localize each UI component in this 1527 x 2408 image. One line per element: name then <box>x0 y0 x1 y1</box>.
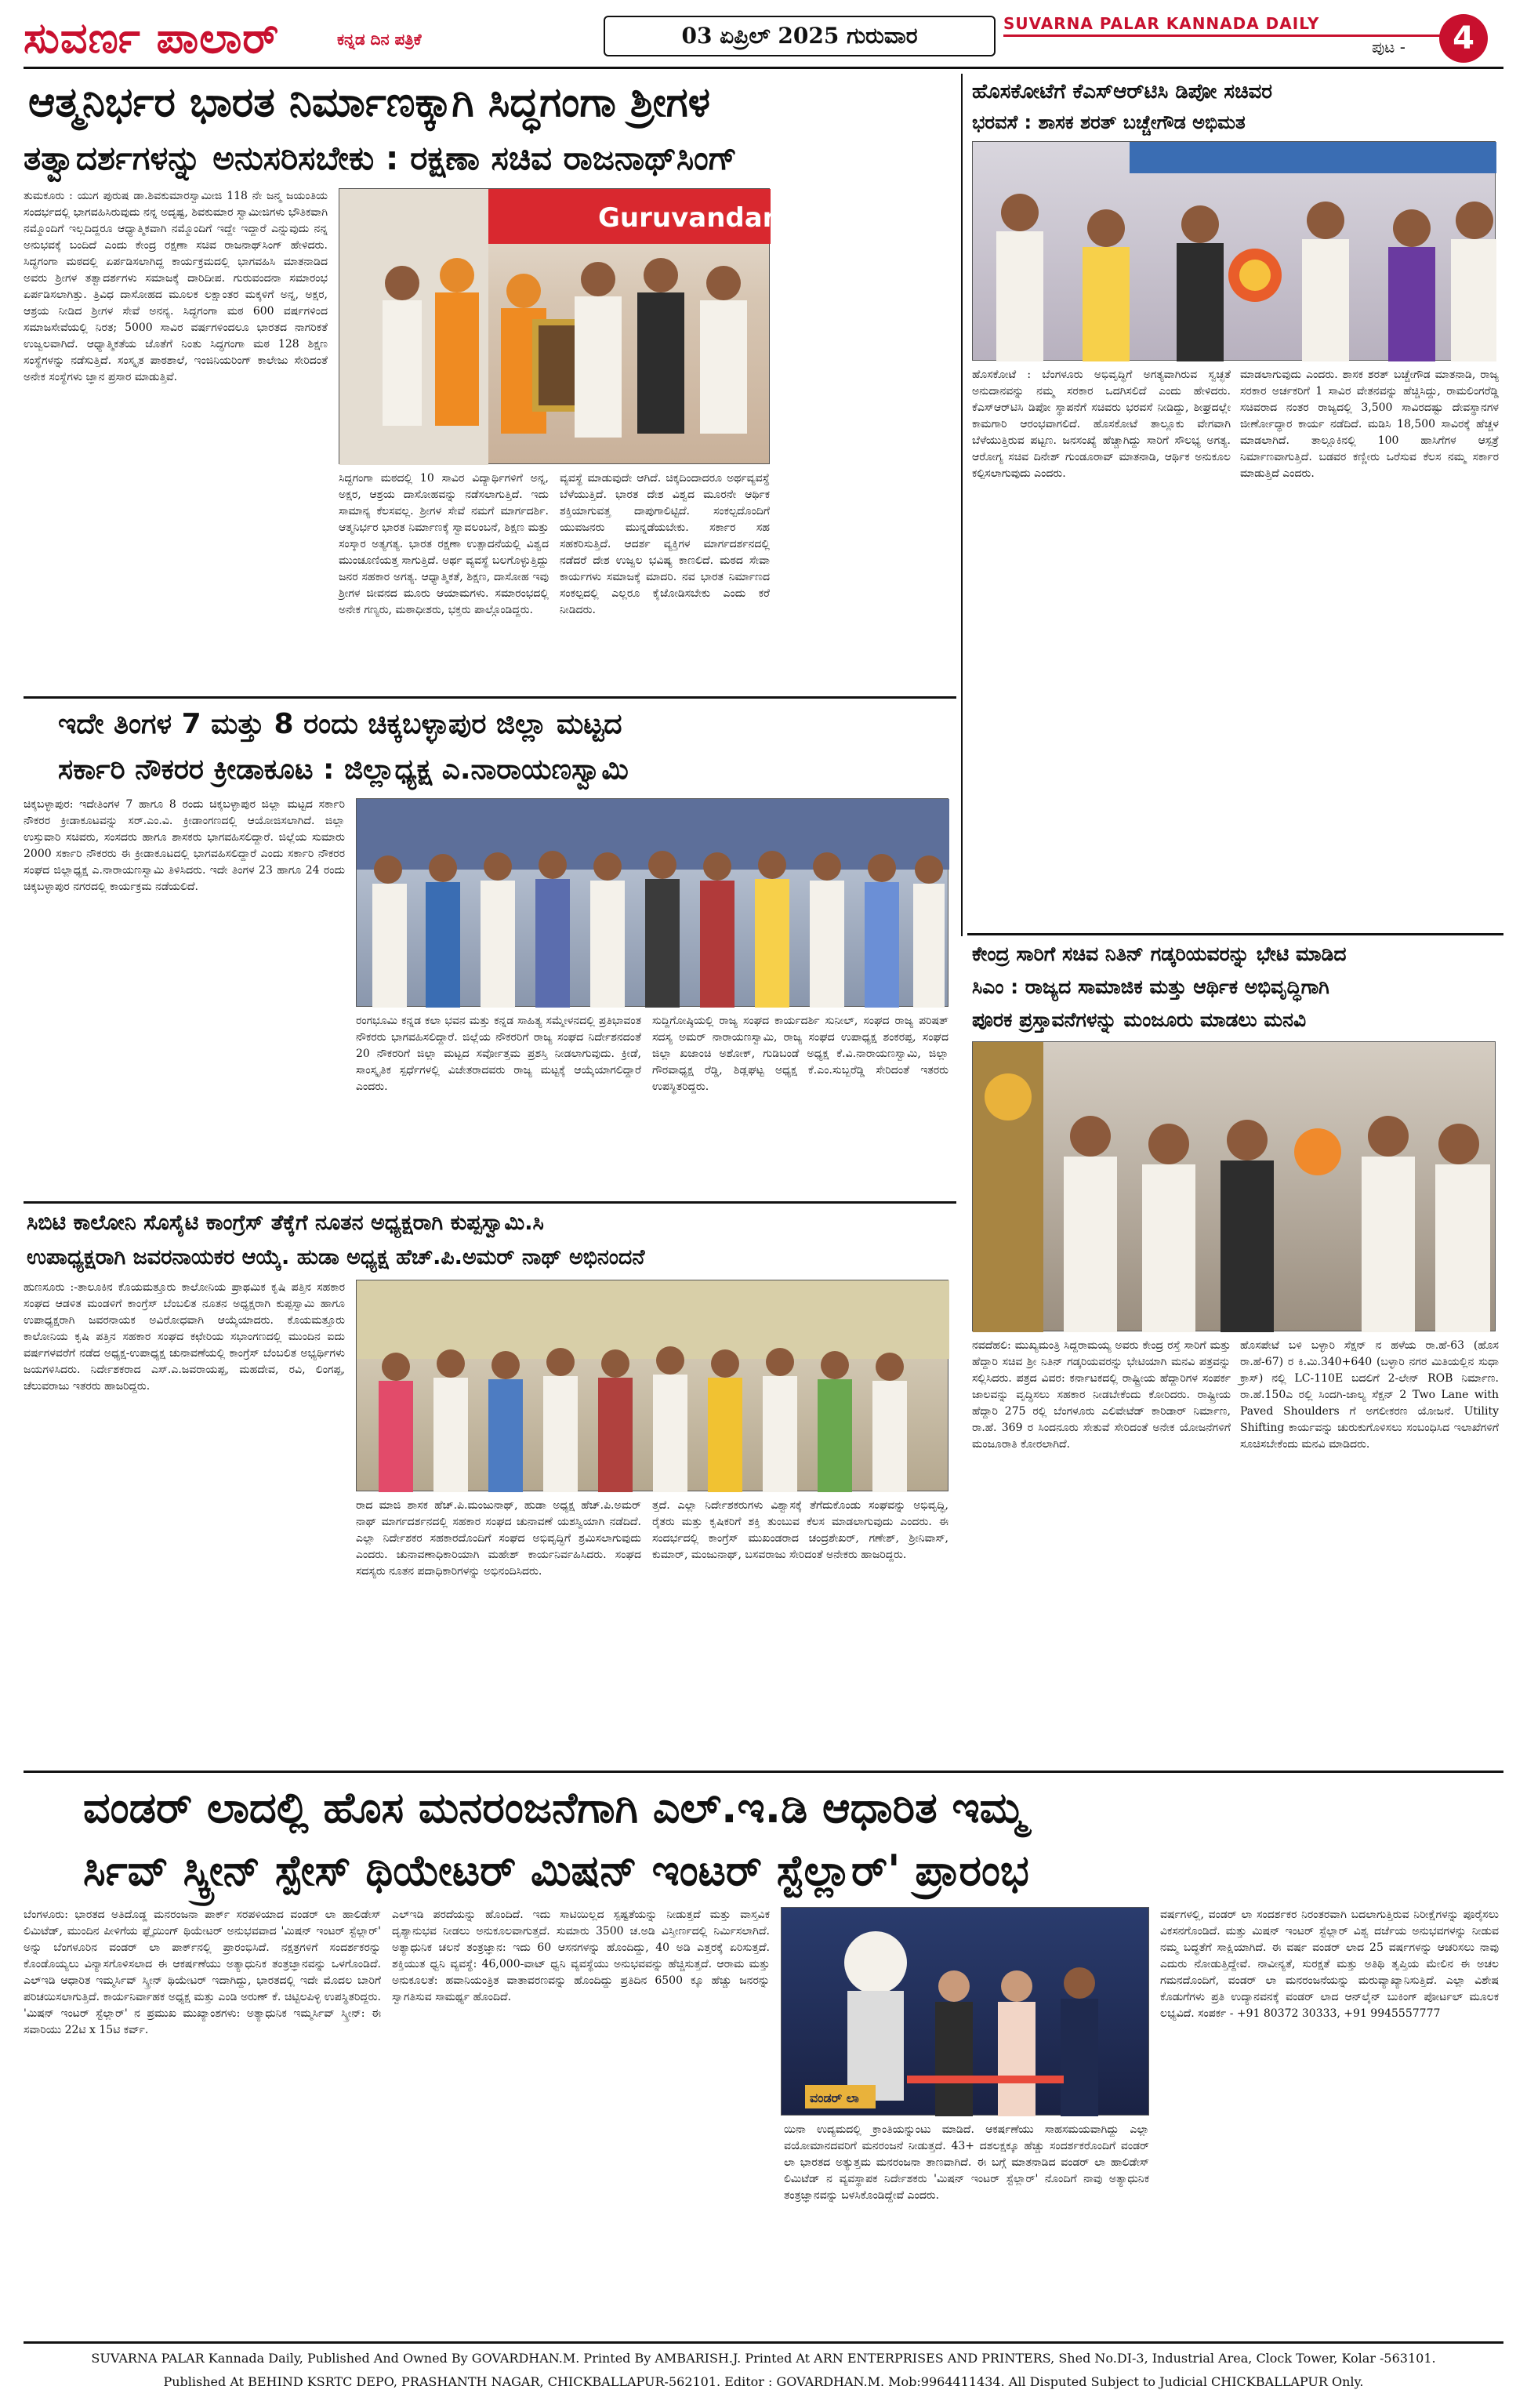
story5-column-1: ಹುಣಸೂರು :-ತಾಲೂಕಿನ ಕೊಯಮತ್ತೂರು ಕಾಲೋನಿಯ ಪ್ರಾಥಮಿಕ ಕೃಷಿ ಪತ್ತಿನ ಸಹಕಾರ ಸಂಘದ ಆಡಳಿತ ಮಂಡಳಿಗೆ ಕಾಂಗ್ರೆಸ್ ಬೆಂಬಲಿತ ನೂತನ ಅಧ್ಯಕ್ಷರಾಗಿ ಕುಪ್ಪಸ್ವಾಮಿ ಹಾಗೂ ಉಪಾಧ್ಯಕ್ಷರಾಗಿ ಜವರನಾಯಕ ಅವಿರೋಧವಾಗಿ ಆಯ್ಕೆಯಾದರು. ಕೊಯಮತ್ತೂರು ಕಾಲೋನಿಯ ಕೃಷಿ ಪತ್ತಿನ ಸಹಕಾರ ಸಂಘದ ಕಛೇರಿಯ ಸಭಾಂಗಣದಲ್ಲಿ ಮುಂದಿನ ಐದು ವರ್ಷಗಳವರೆಗೆ ನಡೆದ ಅಧ್ಯಕ್ಷ-ಉಪಾಧ್ಯಕ್ಷ ಚುನಾವಣೆಯಲ್ಲಿ ಕಾಂಗ್ರೆಸ್ ಬೆಂಬಲಿತ ಅಭ್ಯರ್ಥಿಗಳು ಜಯಗಳಿಸಿದರು. ನಿರ್ದೇಶಕರಾದ ಎಸ್.ಎ.ಜವರಾಯಪ್ಪ, ಮಹದೇವ, ರವಿ, ಲಿಂಗಪ್ಪ, ಚೆಲುವರಾಜು ಇತರರು ಹಾಜರಿದ್ದರು. <box>24 1281 345 1393</box>
column-divider-right <box>961 74 963 936</box>
story6-photo <box>781 1907 1149 2116</box>
story2-photo-illustration <box>973 142 1496 361</box>
story3-photo-illustration <box>357 799 949 1008</box>
story1-photo-banner: Guruvandana <box>598 202 800 234</box>
story4-photo-illustration <box>973 1042 1496 1332</box>
story2-column-2: ಮಾಡಲಾಗುವುದು ಎಂದರು. ಶಾಸಕ ಶರತ್ ಬಚ್ಚೇಗೌಡ ಮಾತನಾಡಿ, ರಾಜ್ಯ ಸರಕಾರ ಅರ್ಚಕರಿಗೆ 1 ಸಾವಿರ ವೇತನವನ್ನು ಹೆಚ್ಚಿಸಿದ್ದು, ರಾಮಲಿಂಗರೆಡ್ಡಿ ಸಚಿವರಾದ ನಂತರ ರಾಜ್ಯದಲ್ಲಿ 3,500 ಸಾವಿರದಷ್ಟು ದೇವಸ್ಥಾನಗಳ ಜೀರ್ಣೋದ್ಧಾರ ಕಾರ್ಯ ನಡೆದಿದೆ. ಮಡಿಸಿ 18,500 ಸಾವಿರಕ್ಕೆ ಹೆಚ್ಚಳ ಮಾಡಲಾಗಿದೆ. ತಾಲ್ಲೂಕಿನಲ್ಲಿ 100 ಹಾಸಿಗೆಗಳ ಆಸ್ಪತ್ರೆ ನಿರ್ಮಾಣವಾಗುತ್ತಿದೆ. ಬಡವರ ಕಣ್ಣೀರು ಒರೆಸುವ ಕೆಲಸ ನಮ್ಮ ಸರ್ಕಾರ ಮಾಡುತ್ತಿದೆ ಎಂದರು. <box>1240 369 1499 480</box>
story5-headline-2: ಉಪಾಧ್ಯಕ್ಷರಾಗಿ ಜವರನಾಯಕರ ಆಯ್ಕೆ. ಹುಡಾ ಅಧ್ಯಕ್ಷ ಹೆಚ್.ಪಿ.ಅಮರ್ ನಾಥ್ ಅಭಿನಂದನೆ <box>27 1245 645 1269</box>
footer-imprint <box>24 2341 1503 2395</box>
story6-headline-1: ವಂಡರ್ ಲಾದಲ್ಲಿ ಹೊಸ ಮನರಂಜನೆಗಾಗಿ ಎಲ್.ಇ.ಡಿ ಆಧಾರಿತ ಇಮ್ಮ <box>83 1783 1026 1832</box>
story4-photo <box>972 1041 1496 1331</box>
story6-headline-2: ರ್ಸಿವ್ ಸ್ಕ್ರೀನ್ ಸ್ಪೇಸ್ ಥಿಯೇಟರ್ ಮಿಷನ್ ಇಂಟರ್ ಸ್ಟೆಲ್ಲಾರ್' ಪ್ರಾರಂಭ <box>83 1846 1029 1895</box>
story5-headline-1: ಸಿಬಿಟಿ ಕಾಲೋನಿ ಸೊಸೈಟಿ ಕಾಂಗ್ರೆಸ್ ತೆಕ್ಕೆಗೆ ನೂತನ ಅಧ್ಯಕ್ಷರಾಗಿ ಕುಪ್ಪಸ್ವಾಮಿ.ಸಿ <box>27 1211 544 1235</box>
story5-column-2: ರಾದ ಮಾಜಿ ಶಾಸಕ ಹೆಚ್.ಪಿ.ಮಂಜುನಾಥ್, ಹುಡಾ ಅಧ್ಯಕ್ಷ ಹೆಚ್.ಪಿ.ಅಮರ್ ನಾಥ್ ಮಾರ್ಗದರ್ಶನದಲ್ಲಿ ಸಹಕಾರ ಸಂಘದ ಚುನಾವಣೆ ಯಶಸ್ವಿಯಾಗಿ ನಡೆದಿದೆ. ಎಲ್ಲಾ ನಿರ್ದೇಶಕರ ಸಹಕಾರದೊಂದಿಗೆ ಸಂಘದ ಅಭಿವೃದ್ಧಿಗೆ ಶ್ರಮಿಸಲಾಗುವುದು ಎಂದರು. ಚುನಾವಣಾಧಿಕಾರಿಯಾಗಿ ಮಹೇಶ್ ಕಾರ್ಯನಿರ್ವಹಿಸಿದರು. ಸಂಘದ ಸದಸ್ಯರು ನೂತನ ಪದಾಧಿಕಾರಿಗಳನ್ನು ಅಭಿನಂದಿಸಿದರು. <box>356 1499 641 1578</box>
footer-line-1: SUVARNA PALAR Kannada Daily, Published And Owned By GOVARDHAN.M. Printed By AMBARISH.J. Printed At ARN ENTERPRISES AND PRINTERS, Shed No.DI-3, Industrial Area, Clock Tower, Kolar -563101. <box>91 2351 1436 2366</box>
story1-column-2: ಸಿದ್ಧಗಂಗಾ ಮಠದಲ್ಲಿ 10 ಸಾವಿರ ವಿದ್ಯಾರ್ಥಿಗಳಿಗೆ ಅನ್ನ, ಅಕ್ಷರ, ಆಶ್ರಯ ದಾಸೋಹವನ್ನು ನಡೆಸಲಾಗುತ್ತಿದೆ. ಇದು ಸಾಮಾನ್ಯ ಕೆಲಸವಲ್ಲ. ಶ್ರೀಗಳ ಸೇವೆ ನಮಗೆ ಮಾರ್ಗದರ್ಶಿ. ಆತ್ಮನಿರ್ಭರ ಭಾರತ ನಿರ್ಮಾಣಕ್ಕೆ ಸ್ವಾವಲಂಬನೆ, ಶಿಕ್ಷಣ ಮತ್ತು ಸಂಸ್ಕಾರ ಅತ್ಯಗತ್ಯ. ಭಾರತ ರಕ್ಷಣಾ ಉತ್ಪಾದನೆಯಲ್ಲಿ ವಿಶ್ವದ ಮುಂಚೂಣಿಯತ್ತ ಸಾಗುತ್ತಿದೆ. ಅರ್ಥ ವ್ಯವಸ್ಥೆ ಬಲಗೊಳ್ಳುತ್ತಿದ್ದು ಜನರ ಸಹಕಾರ ಅಗತ್ಯ. ಆಧ್ಯಾತ್ಮಿಕತೆ, ಶಿಕ್ಷಣ, ದಾಸೋಹ ಇವು ಶ್ರೀಗಳ ಜೀವನದ ಮೂರು ಆಯಾಮಗಳು. ಸಮಾರಂಭದಲ್ಲಿ ಅನೇಕ ಗಣ್ಯರು, ಮಠಾಧೀಶರು, ಭಕ್ತರು ಪಾಲ್ಗೊಂಡಿದ್ದರು. <box>339 472 549 616</box>
story4-headline-3: ಪೂರಕ ಪ್ರಸ್ತಾವನೆಗಳನ್ನು ಮಂಜೂರು ಮಾಡಲು ಮನವಿ <box>972 1008 1307 1031</box>
story2-column-1: ಹೊಸಕೋಟೆ : ಬೆಂಗಳೂರು ಅಭಿವೃದ್ಧಿಗೆ ಅಗತ್ಯವಾಗಿರುವ ಸ್ವಚ್ಛತೆ ಅನುದಾನವನ್ನು ನಮ್ಮ ಸರಕಾರ ಒದಗಿಸಲಿದೆ ಎಂದು ಹೇಳಿದರು. ಕೆಎಸ್‌ಆರ್‌ಟಿಸಿ ಡಿಪೋ ಸ್ಥಾಪನೆಗೆ ಸಚಿವರು ಭರವಸೆ ನೀಡಿದ್ದು, ಶೀಘ್ರದಲ್ಲೇ ಕಾಮಗಾರಿ ಆರಂಭವಾಗಲಿದೆ. ಹೊಸಕೋಟೆ ತಾಲ್ಲೂಕು ವೇಗವಾಗಿ ಬೆಳೆಯುತ್ತಿರುವ ಪಟ್ಟಣ. ಜನಸಂಖ್ಯೆ ಹೆಚ್ಚಾಗಿದ್ದು ಸಾರಿಗೆ ಸೌಲಭ್ಯ ಅಗತ್ಯ. ಆರೋಗ್ಯ ಸಚಿವ ದಿನೇಶ್ ಗುಂಡೂರಾವ್ ಮಾತನಾಡಿ, ಆರ್ಥಿಕ ಅನುಕೂಲ ಕಲ್ಪಿಸಲಾಗುವುದು ಎಂದರು. <box>972 369 1231 480</box>
story2-headline-2: ಭರವಸೆ : ಶಾಸಕ ಶರತ್ ಬಚ್ಚೇಗೌಡ ಅಭಿಮತ <box>972 111 1246 133</box>
story4-headline-2: ಸಿಎಂ : ರಾಜ್ಯದ ಸಾಮಾಜಿಕ ಮತ್ತು ಆರ್ಥಿಕ ಅಭಿವೃದ್ಧಿಗಾಗಿ <box>972 975 1329 998</box>
story3-top-rule <box>24 696 956 699</box>
english-title: SUVARNA PALAR KANNADA DAILY <box>1003 14 1442 37</box>
story3-column-3: ಸುದ್ದಿಗೋಷ್ಠಿಯಲ್ಲಿ ರಾಜ್ಯ ಸಂಘದ ಕಾರ್ಯದರ್ಶಿ ಸುನೀಲ್, ಸಂಘದ ರಾಜ್ಯ ಪರಿಷತ್ ಸದಸ್ಯ ಅಮರ್ ನಾರಾಯಣಸ್ವಾಮಿ, ರಾಜ್ಯ ಸಂಘದ ಉಪಾಧ್ಯಕ್ಷ ಶಂಕರಪ್ಪ, ಸಂಘದ ಜಿಲ್ಲಾ ಖಜಾಂಚಿ ಅಶೋಕ್, ಗುಡಿಬಂಡೆ ಅಧ್ಯಕ್ಷ ಕೆ.ವಿ.ನಾರಾಯಣಸ್ವಾಮಿ, ಜಿಲ್ಲಾ ಗೌರವಾಧ್ಯಕ್ಷ ರೆಡ್ಡಿ, ಶಿಡ್ಲಘಟ್ಟ ಅಧ್ಯಕ್ಷ ಕೆ.ಎಂ.ಸುಬ್ಬರೆಡ್ಡಿ ಸೇರಿದಂತೆ ಇತರರು ಉಪಸ್ಥಿತರಿದ್ದರು. <box>652 1015 948 1093</box>
story4-top-rule <box>967 933 1503 935</box>
story1-column-3: ವ್ಯವಸ್ಥೆ ಮಾಡುವುದೇ ಆಗಿದೆ. ಚಿಕ್ಕದಿಂದಾದರೂ ಅರ್ಥವ್ಯವಸ್ಥೆ ಬೆಳೆಯುತ್ತಿದೆ. ಭಾರತ ದೇಶ ವಿಶ್ವದ ಮೂರನೇ ಆರ್ಥಿಕ ಶಕ್ತಿಯಾಗುವತ್ತ ದಾಪುಗಾಲಿಟ್ಟಿದೆ. ಸಂಕಲ್ಪದೊಂದಿಗೆ ಯುವಜನರು ಮುನ್ನಡೆಯಬೇಕು. ಸರ್ಕಾರ ಸಹ ಸಹಕರಿಸುತ್ತಿದೆ. ಆದರ್ಶ ವ್ಯಕ್ತಿಗಳ ಮಾರ್ಗದರ್ಶನದಲ್ಲಿ ನಡೆದರೆ ದೇಶ ಉಜ್ವಲ ಭವಿಷ್ಯ ಕಾಣಲಿದೆ. ಮಠದ ಸೇವಾ ಕಾರ್ಯಗಳು ಸಮಾಜಕ್ಕೆ ಮಾದರಿ. ನವ ಭಾರತ ನಿರ್ಮಾಣದ ಸಂಕಲ್ಪದಲ್ಲಿ ಎಲ್ಲರೂ ಕೈಜೋಡಿಸಬೇಕು ಎಂದು ಕರೆ ನೀಡಿದರು. <box>560 472 770 616</box>
story3-headline-1: ಇದೇ ತಿಂಗಳ 7 ಮತ್ತು 8 ರಂದು ಚಿಕ್ಕಬಳ್ಳಾಪುರ ಜಿಲ್ಲಾ ಮಟ್ಟದ <box>58 708 622 740</box>
story2-photo <box>972 141 1496 361</box>
story3-headline-2: ಸರ್ಕಾರಿ ನೌಕರರ ಕ್ರೀಡಾಕೂಟ : ಜಿಲ್ಲಾಧ್ಯಕ್ಷ ಎ.ನಾರಾಯಣಸ್ವಾಮಿ <box>58 754 629 786</box>
story6-column-1: ಬೆಂಗಳೂರು: ಭಾರತದ ಅತಿದೊಡ್ಡ ಮನರಂಜನಾ ಪಾರ್ಕ್ ಸರಪಳಿಯಾದ ವಂಡರ್ ಲಾ ಹಾಲಿಡೇಸ್ ಲಿಮಿಟೆಡ್, ಮುಂದಿನ ಪೀಳಿಗೆಯ ಫ್ಲೈಯಿಂಗ್ ಥಿಯೇಟರ್ ಅನುಭವವಾದ 'ಮಿಷನ್ ಇಂಟರ್ ಸ್ಟೆಲ್ಲಾರ್' ಅನ್ನು ಬೆಂಗಳೂರಿನ ವಂಡರ್ ಲಾ ಪಾರ್ಕ್‌ನಲ್ಲಿ ಪ್ರಾರಂಭಿಸಿದೆ. ನಕ್ಷತ್ರಗಳಿಗೆ ಸಂದರ್ಶಕರನ್ನು ಕೊಂಡೊಯ್ಯಲು ವಿನ್ಯಾಸಗೊಳಿಸಲಾದ ಈ ಆಕರ್ಷಣೆಯು ಅತ್ಯಾಧುನಿಕ ತಂತ್ರಜ್ಞಾನವನ್ನು ಒಳಗೊಂಡಿದೆ. ಎಲ್‌ಇಡಿ ಆಧಾರಿತ ಇಮ್ಮರ್ಸಿವ್ ಸ್ಕ್ರೀನ್ ಥಿಯೇಟರ್ ಇದಾಗಿದ್ದು, ಭಾರತದಲ್ಲಿ ಇದೇ ಮೊದಲ ಬಾರಿಗೆ ಪರಿಚಯಿಸಲಾಗುತ್ತಿದೆ. ಕಾರ್ಯನಿರ್ವಾಹಕ ಅಧ್ಯಕ್ಷ ಮತ್ತು ಎಂಡಿ ಅರುಣ್ ಕೆ. ಚಿಟ್ಟಿಲಪಿಳ್ಳಿ ಉಪಸ್ಥಿತರಿದ್ದರು. 'ಮಿಷನ್ ಇಂಟರ್ ಸ್ಟೆಲ್ಲಾರ್' ನ ಪ್ರಮುಖ ಮುಖ್ಯಾಂಶಗಳು: ಅತ್ಯಾಧುನಿಕ ಇಮ್ಮರ್ಸಿವ್ ಸ್ಕ್ರೀನ್: ಈ ಸವಾರಿಯು 22ಟಿ x 15ಟಿ ಕರ್ವ್. <box>24 1909 381 2036</box>
story3-column-2: ರಂಗಭೂಮಿ ಕನ್ನಡ ಕಲಾ ಭವನ ಮತ್ತು ಕನ್ನಡ ಸಾಹಿತ್ಯ ಸಮ್ಮೇಳನದಲ್ಲಿ ಪ್ರತಿಭಾವಂತ ನೌಕರರು ಭಾಗವಹಿಸಲಿದ್ದಾರೆ. ಜಿಲ್ಲೆಯ ನೌಕರರಿಗೆ ರಾಜ್ಯ ಸಂಘದ ನಿರ್ದೇಶನದಂತೆ 20 ನೌಕರರಿಗೆ ಜಿಲ್ಲಾ ಮಟ್ಟದ ಸರ್ವೋತ್ತಮ ಪ್ರಶಸ್ತಿ ನೀಡಲಾಗುವುದು. ಕ್ರೀಡೆ, ಸಾಂಸ್ಕೃತಿಕ ಸ್ಪರ್ಧೆಗಳಲ್ಲಿ ವಿಜೇತರಾದವರು ರಾಜ್ಯ ಮಟ್ಟಕ್ಕೆ ಆಯ್ಕೆಯಾಗಲಿದ್ದಾರೆ ಎಂದರು. <box>356 1015 641 1093</box>
story5-top-rule <box>24 1201 956 1204</box>
brand-name: ಸುವರ್ಣ ಪಾಲಾರ್ <box>24 13 280 63</box>
story5-photo <box>356 1280 948 1491</box>
masthead <box>24 11 1503 69</box>
story4-column-1: ನವದೆಹಲಿ: ಮುಖ್ಯಮಂತ್ರಿ ಸಿದ್ದರಾಮಯ್ಯ ಅವರು ಕೇಂದ್ರ ರಸ್ತೆ ಸಾರಿಗೆ ಮತ್ತು ಹೆದ್ದಾರಿ ಸಚಿವ ಶ್ರೀ ನಿತಿನ್ ಗಡ್ಕರಿಯವರನ್ನು ಭೇಟಿಯಾಗಿ ಮನವಿ ಪತ್ರವನ್ನು ಸಲ್ಲಿಸಿದರು. ಪತ್ರದ ವಿವರ: ಕರ್ನಾಟಕದಲ್ಲಿ ರಾಷ್ಟ್ರೀಯ ಹೆದ್ದಾರಿಗಳ ಸಂಪರ್ಕ ಜಾಲವನ್ನು ವೃದ್ಧಿಸಲು ಸಹಕಾರ ನೀಡಬೇಕೆಂದು ಕೋರಿದರು. ರಾಷ್ಟ್ರೀಯ ಹೆದ್ದಾರಿ 275 ರಲ್ಲಿ ಬೆಂಗಳೂರು ಎಲಿವೇಟೆಡ್ ಕಾರಿಡಾರ್ ನಿರ್ಮಾಣ, ರಾ.ಹೆ. 369 ರ ಸಿಂದನೂರು ಸೇತುವೆ ಸೇರಿದಂತೆ ಅನೇಕ ಯೋಜನೆಗಳಿಗೆ ಮಂಜೂರಾತಿ ಕೋರಲಾಗಿದೆ. <box>972 1339 1231 1451</box>
story6-photo-illustration <box>782 1908 1150 2116</box>
issue-date: 03 ಏಪ್ರಿಲ್ 2025 ಗುರುವಾರ <box>604 16 996 56</box>
newspaper-page <box>24 11 1503 2395</box>
story6-column-2: ಎಲ್‌ಇಡಿ ಪರದೆಯನ್ನು ಹೊಂದಿದೆ. ಇದು ಸಾಟಿಯಿಲ್ಲದ ಸ್ಪಷ್ಟತೆಯನ್ನು ನೀಡುತ್ತದೆ ಮತ್ತು ವಾಸ್ತವಿಕ ದೃಶ್ಯಾನುಭವ ನೀಡಲು ಅನುಕೂಲವಾಗುತ್ತದೆ. ಸುಮಾರು 3500 ಚ.ಅಡಿ ವಿಸ್ತೀರ್ಣದಲ್ಲಿ ನಿರ್ಮಿಸಲಾಗಿದೆ. ಅತ್ಯಾಧುನಿಕ ಚಲನೆ ತಂತ್ರಜ್ಞಾನ: ಇದು 60 ಆಸನಗಳನ್ನು ಹೊಂದಿದ್ದು, 40 ಅಡಿ ಎತ್ತರಕ್ಕೆ ಏರಿಸುತ್ತದೆ. ಶಕ್ತಿಯುತ ಧ್ವನಿ ವ್ಯವಸ್ಥೆ: 46,000-ವಾಟ್ ಧ್ವನಿ ವ್ಯವಸ್ಥೆಯು ಅನುಭವವನ್ನು ಹೆಚ್ಚಿಸುತ್ತದೆ. ಆರಾಮ ಮತ್ತು ಅನುಕೂಲತೆ: ಹವಾನಿಯಂತ್ರಿತ ವಾತಾವರಣವನ್ನು ಹೊಂದಿದ್ದು ಪ್ರತಿದಿನ 6500 ಕ್ಕೂ ಹೆಚ್ಚು ಜನರನ್ನು ಸ್ವಾಗತಿಸುವ ಸಾಮರ್ಥ್ಯ ಹೊಂದಿದೆ. <box>392 1909 770 2003</box>
story5-photo-illustration <box>357 1280 949 1492</box>
story4-headline-1: ಕೇಂದ್ರ ಸಾರಿಗೆ ಸಚಿವ ನಿತಿನ್ ಗಡ್ಕರಿಯವರನ್ನು ಭೇಟಿ ಮಾಡಿದ <box>972 942 1347 965</box>
story6-column-3: ಯಿನಾ ಉದ್ಯಮದಲ್ಲಿ ಕ್ರಾಂತಿಯನ್ನುಂಟು ಮಾಡಿದೆ. ಆಕರ್ಷಣೆಯು ಸಾಹಸಮಯವಾಗಿದ್ದು ಎಲ್ಲಾ ವಯೋಮಾನದವರಿಗೆ ಮನರಂಜನೆ ನೀಡುತ್ತದೆ. 43+ ದಶಲಕ್ಷಕ್ಕೂ ಹೆಚ್ಚು ಸಂದರ್ಶಕರೊಂದಿಗೆ ವಂಡರ್ ಲಾ ಭಾರತದ ಅತ್ಯುತ್ತಮ ಮನರಂಜನಾ ತಾಣವಾಗಿದೆ. ಈ ಬಗ್ಗೆ ಮಾತನಾಡಿದ ವಂಡರ್ ಲಾ ಹಾಲಿಡೇಸ್ ಲಿಮಿಟೆಡ್ ನ ವ್ಯವಸ್ಥಾಪಕ ನಿರ್ದೇಶಕರು 'ಮಿಷನ್ ಇಂಟರ್ ಸ್ಟೆಲ್ಲಾರ್' ನೊಂದಿಗೆ ನಾವು ಅತ್ಯಾಧುನಿಕ ತಂತ್ರಜ್ಞಾನವನ್ನು ಬಳಸಿಕೊಂಡಿದ್ದೇವೆ ಎಂದರು. <box>784 2123 1149 2202</box>
page-label: ಪುಟ - <box>1372 38 1405 56</box>
story6-photo-banner: ವಂಡರ್ ಲಾ <box>810 2090 859 2105</box>
footer-line-2: Published At BEHIND KSRTC DEPO, PRASHANTH NAGAR, CHICKBALLAPUR-562101. Editor : GOVARDHAN.M. Mob:9964411434. All Disputed Subject to Judicial CHICKBALLAPUR Only. <box>163 2374 1364 2389</box>
story1-headline-1: ಆತ್ಮನಿರ್ಭರ ಭಾರತ ನಿರ್ಮಾಣಕ್ಕಾಗಿ ಸಿದ್ಧಗಂಗಾ ಶ್ರೀಗಳ <box>28 79 711 126</box>
story1-photo <box>339 188 800 464</box>
story6-column-4: ವರ್ಷಗಳಲ್ಲಿ, ವಂಡರ್ ಲಾ ಸಂದರ್ಶಕರ ನಿರಂತರವಾಗಿ ಬದಲಾಗುತ್ತಿರುವ ನಿರೀಕ್ಷೆಗಳನ್ನು ಪೂರೈಸಲು ವಿಕಸನಗೊಂಡಿದೆ. ಮತ್ತು ಮಿಷನ್ ಇಂಟರ್ ಸ್ಟೆಲ್ಲಾರ್ ವಿಶ್ವ ದರ್ಜೆಯ ಅನುಭವಗಳನ್ನು ನೀಡುವ ನಮ್ಮ ಬದ್ಧತೆಗೆ ಸಾಕ್ಷಿಯಾಗಿದೆ. ಈ ವರ್ಷ ವಂಡರ್ ಲಾದ 25 ವರ್ಷಗಳನ್ನು ಆಚರಿಸಲು ನಾವು ಎದುರು ನೋಡುತ್ತಿದ್ದೇವೆ. ನಾವೀನ್ಯತೆ, ಸುರಕ್ಷತೆ ಮತ್ತು ಅತಿಥಿ ತೃಪ್ತಿಯ ಮೇಲಿನ ಈ ಅಚಲ ಗಮನದೊಂದಿಗೆ, ವಂಡರ್ ಲಾ ಮನರಂಜನೆಯನ್ನು ಮರುವ್ಯಾಖ್ಯಾನಿಸುತ್ತಿದೆ. ಎಲ್ಲಾ ವಿಶೇಷ ಕೊಡುಗೆಗಳು ಪ್ರತಿ ಉದ್ಯಾನವನಕ್ಕೆ ವಂಡರ್ ಲಾದ ಆನ್‌ಲೈನ್ ಬುಕಿಂಗ್ ಪೋರ್ಟಲ್ ಮೂಲಕ ಲಭ್ಯವಿದೆ. ಸಂಪರ್ಕ - +91 80372 30333, +91 9945557777 <box>1160 1909 1499 2020</box>
story1-column-1: ತುಮಕೂರು : ಯುಗ ಪುರುಷ ಡಾ.ಶಿವಕುಮಾರಸ್ವಾಮೀಜಿ 118 ನೇ ಜನ್ಮ ಜಯಂತಿಯ ಸಂದರ್ಭದಲ್ಲಿ ಭಾಗವಹಿಸಿರುವುದು ನನ್ನ ಅದೃಷ್ಟ, ಶಿವಕುಮಾರ ಸ್ವಾಮೀಜಿಗಳು ಭೌತಿಕವಾಗಿ ನಮ್ಮೊಂದಿಗೆ ಇಲ್ಲದಿದ್ದರೂ ಆಧ್ಯಾತ್ಮಿಕವಾಗಿ ನಮ್ಮೊಂದಿಗೆ ಇದ್ದೇ ಇದ್ದಾರೆ ಎನ್ನುವುದು ನನ್ನ ಅನುಭವಕ್ಕೆ ಬಂದಿದೆ ಎಂದು ಕೇಂದ್ರ ರಕ್ಷಣಾ ಸಚಿವ ರಾಜನಾಥ್‌ಸಿಂಗ್ ಹೇಳಿದರು. ಸಿದ್ಧಗಂಗಾ ಮಠದಲ್ಲಿ ಏರ್ಪಡಿಸಲಾಗಿದ್ದ ಕಾರ್ಯಕ್ರಮದಲ್ಲಿ ಭಾಗವಹಿಸಿ ಮಾತನಾಡಿದ ಅವರು ಶ್ರೀಗಳ ತತ್ವಾದರ್ಶಗಳು ಸಮಾಜಕ್ಕೆ ದಾರಿದೀಪ. ಗುರುವಂದನಾ ಸಮಾರಂಭ ಏರ್ಪಡಿಸಲಾಗಿತ್ತು. ತ್ರಿವಿಧ ದಾಸೋಹದ ಮೂಲಕ ಲಕ್ಷಾಂತರ ಮಕ್ಕಳಿಗೆ ಅನ್ನ, ಅಕ್ಷರ, ಆಶ್ರಯ ನೀಡಿದ ಶ್ರೀಗಳ ಸೇವೆ ಅನನ್ಯ. ಸಿದ್ಧಗಂಗಾ ಮಠ 600 ವರ್ಷಗಳಿಂದ ಸಮಾಜಸೇವೆಯಲ್ಲಿ ನಿರತ; 5000 ಸಾವಿರ ವರ್ಷಗಳಿಂದಲೂ ಭಾರತದ ನಾಗರಿಕತೆ ಉಜ್ವಲವಾಗಿದೆ. ಆಧ್ಯಾತ್ಮಿಕತೆಯ ಜೊತೆಗೆ ನಿಂತು ಸಿದ್ಧಗಂಗಾ ಮಠ 128 ಶಿಕ್ಷಣ ಸಂಸ್ಥೆಗಳನ್ನು ನಡೆಸುತ್ತಿದೆ. ಸಂಸ್ಕೃತ ಪಾಠಶಾಲೆ, ಇಂಜಿನಿಯರಿಂಗ್ ಕಾಲೇಜು ಸೇರಿದಂತೆ ಅನೇಕ ಸಂಸ್ಥೆಗಳು ಜ್ಞಾನ ಪ್ರಸಾರ ಮಾಡುತ್ತಿವೆ. <box>24 190 328 383</box>
story3-column-1: ಚಿಕ್ಕಬಳ್ಳಾಪುರ: ಇದೇತಿಂಗಳ 7 ಹಾಗೂ 8 ರಂದು ಚಿಕ್ಕಬಳ್ಳಾಪುರ ಜಿಲ್ಲಾ ಮಟ್ಟದ ಸರ್ಕಾರಿ ನೌಕರರ ಕ್ರೀಡಾಕೂಟವನ್ನು ಸರ್.ಎಂ.ವಿ. ಕ್ರೀಡಾಂಗಣದಲ್ಲಿ ಆಯೋಜಿಸಲಾಗಿದೆ. ಜಿಲ್ಲಾ ಉಸ್ತುವಾರಿ ಸಚಿವರು, ಸಂಸದರು ಹಾಗೂ ಶಾಸಕರು ಭಾಗವಹಿಸಲಿದ್ದಾರೆ. ಜಿಲ್ಲೆಯ ಸುಮಾರು 2000 ಸರ್ಕಾರಿ ನೌಕರರು ಈ ಕ್ರೀಡಾಕೂಟದಲ್ಲಿ ಭಾಗವಹಿಸಲಿದ್ದಾರೆ ಎಂದು ಸರ್ಕಾರಿ ನೌಕರರ ಸಂಘದ ಜಿಲ್ಲಾಧ್ಯಕ್ಷ ಎ.ನಾರಾಯಣಸ್ವಾಮಿ ತಿಳಿಸಿದರು. ಇದೇ ತಿಂಗಳ 23 ಹಾಗೂ 24 ರಂದು ಚಿಕ್ಕಬಳ್ಳಾಪುರ ನಗರದಲ್ಲಿ ಕಾರ್ಯಕ್ರಮ ನಡೆಯಲಿದೆ. <box>24 798 345 893</box>
page-number: 4 <box>1439 14 1488 63</box>
story2-headline-1: ಹೊಸಕೋಟೆಗೆ ಕೆಎಸ್‌ಆರ್‌ಟಿಸಿ ಡಿಪೋ ಸಚಿವರ <box>972 80 1273 104</box>
brand-tagline: ಕನ್ನಡ ದಿನ ಪತ್ರಿಕೆ <box>337 30 422 49</box>
story4-column-2: ಹೊಸಪೇಟೆ ಬಳಿ ಬಳ್ಳಾರಿ ಸೆಕ್ಷನ್ ನ ಹಳೆಯ ರಾ.ಹೆ-63 (ಹೊಸ ರಾ.ಹೆ-67) ರ ಕಿ.ಮಿ.340+640 (ಬಳ್ಳಾರಿ ನಗರ ಮಿತಿಯಲ್ಲಿನ ಸುಧಾ ಕ್ರಾಸ್) ನಲ್ಲಿ LC-110E ಬದಲಿಗೆ 2-ಲೇನ್ ROB ನಿರ್ಮಾಣ. ರಾ.ಹೆ.150ಎ ರಲ್ಲಿ ಸಿಂದಗಿ-ಜಾಲ್ಯ ಸೆಕ್ಷನ್ 2 Two Lane with Paved Shoulders ಗೆ ಅಗಲೀಕರಣ ಯೋಜನೆ. Utility Shifting ಕಾರ್ಯವನ್ನು ಚುರುಕುಗೊಳಿಸಲು ಸಂಬಂಧಿಸಿದ ಇಲಾಖೆಗಳಿಗೆ ಸೂಚಿಸಬೇಕೆಂದು ಮನವಿ ಮಾಡಿದರು. <box>1240 1339 1499 1451</box>
story3-photo <box>356 798 948 1007</box>
story1-headline-2: ತತ್ವಾದರ್ಶಗಳನ್ನು ಅನುಸರಿಸಬೇಕು : ರಕ್ಷಣಾ ಸಚಿವ ರಾಜನಾಥ್‌ಸಿಂಗ್ <box>24 139 738 177</box>
story6-top-rule <box>24 1771 1503 1773</box>
story5-column-3: ತ್ತದೆ. ಎಲ್ಲಾ ನಿರ್ದೇಶಕರುಗಳು ವಿಶ್ವಾಸಕ್ಕೆ ತೆಗೆದುಕೊಂಡು ಸಂಘವನ್ನು ಅಭಿವೃದ್ಧಿ, ರೈತರು ಮತ್ತು ಕೃಷಿಕರಿಗೆ ಶಕ್ತಿ ತುಂಬುವ ಕೆಲಸ ಮಾಡಲಾಗುವುದು ಎಂದರು. ಈ ಸಂದರ್ಭದಲ್ಲಿ ಕಾಂಗ್ರೆಸ್ ಮುಖಂಡರಾದ ಚಂದ್ರಶೇಖರ್, ಗಣೇಶ್, ಶ್ರೀನಿವಾಸ್, ಕುಮಾರ್, ಮಂಜುನಾಥ್, ಬಸವರಾಜು ಸೇರಿದಂತೆ ಅನೇಕರು ಹಾಜರಿದ್ದರು. <box>652 1499 948 1561</box>
story1-photo-illustration <box>339 189 800 465</box>
